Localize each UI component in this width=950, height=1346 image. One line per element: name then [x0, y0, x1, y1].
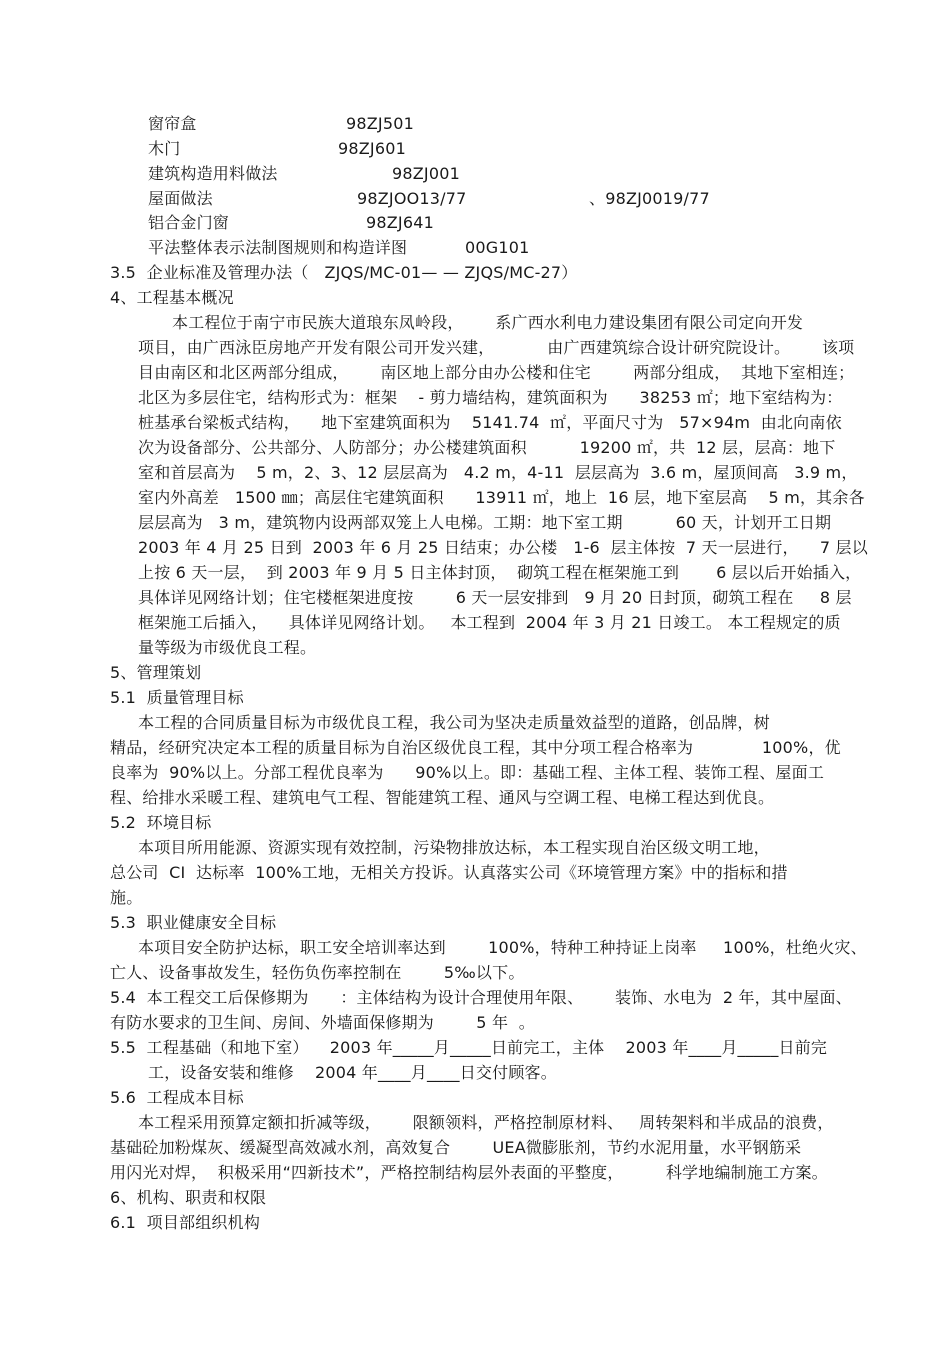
paragraph-line: 本项目所用能源、资源实现有效控制，污染物排放达标，本工程实现自治区级文明工地， — [138, 838, 770, 857]
subsection-heading: 5.4 本工程交工后保修期为 ：主体结构为设计合理使用年限、 装饰、水电为 2 年，其中屋面、 — [110, 988, 852, 1007]
subsection-heading: 5.6 工程成本目标 — [110, 1088, 244, 1107]
paragraph-line: 工，设备安装和维修 2004 年____月____日交付顾客。 — [148, 1063, 557, 1082]
paragraph-line: 施。 — [110, 888, 143, 907]
paragraph-line: 室和首层高为 5 m，2、3、12 层层高为 4.2 m，4-11 层层高为 3.6 m，屋顶间高 3.9 m， — [138, 463, 858, 482]
paragraph-line: 具体详见网络计划；住宅楼框架进度按 6 天一层安排到 9 月 20 日封顶，砌筑工程在 8 层 — [138, 588, 852, 607]
paragraph-line: 总公司 CI 达标率 100%工地，无相关方投诉。认真落实公司《环境管理方案》中的指标和措 — [110, 863, 788, 882]
subsection-heading: 5.3 职业健康安全目标 — [110, 913, 277, 932]
standard-name: 建筑构造用料做法 — [148, 164, 278, 183]
standard-code-extra: 、98ZJ0019/77 — [589, 189, 710, 208]
subsection-heading: 5.1 质量管理目标 — [110, 688, 244, 707]
paragraph-line: 基础砼加粉煤灰、缓凝型高效减水剂，高效复合 UEA微膨胀剂，节约水泥用量，水平钢筋采 — [110, 1138, 802, 1157]
standard-name: 铝合金门窗 — [148, 213, 230, 232]
paragraph-line: 用闪光对焊， 积极采用“四新技术”，严格控制结构层外表面的平整度， 科学地编制施工方案。 — [110, 1163, 828, 1182]
paragraph-line: 亡人、设备事故发生，轻伤负伤率控制在 5‰以下。 — [110, 963, 525, 982]
standard-name: 窗帘盒 — [148, 114, 197, 133]
paragraph-line: 层层高为 3 m，建筑物内设两部双笼上人电梯。工期：地下室工期 60 天，计划开工日期 — [138, 513, 832, 532]
section-heading: 3.5 企业标准及管理办法（ ZJQS/MC-01— — ZJQS/MC-27） — [110, 263, 578, 282]
paragraph-line: 有防水要求的卫生间、房间、外墙面保修期为 5 年 。 — [110, 1013, 535, 1032]
paragraph-line: 良率为 90%以上。分部工程优良率为 90%以上。即：基础工程、主体工程、装饰工程、屋面工 — [110, 763, 825, 782]
standard-name: 木门 — [148, 139, 181, 158]
paragraph-line: 本工程位于南宁市民族大道琅东凤岭段， 系广西水利电力建设集团有限公司定向开发 — [172, 313, 804, 332]
standard-code: 98ZJ501 — [346, 114, 414, 133]
standard-code: 98ZJ601 — [338, 139, 406, 158]
subsection-heading: 5.2 环境目标 — [110, 813, 212, 832]
paragraph-line: 本项目安全防护达标，职工安全培训率达到 100%，特种工种持证上岗率 100%，杜绝火灾、 — [138, 938, 867, 957]
standard-code: 98ZJ641 — [366, 213, 434, 232]
standard-code: 00G101 — [465, 238, 530, 257]
standard-code: 98ZJ001 — [392, 164, 460, 183]
paragraph-line: 次为设备部分、公共部分、人防部分；办公楼建筑面积 19200 ㎡，共 12 层，层高：地下 — [138, 438, 836, 457]
paragraph-line: 量等级为市级优良工程。 — [138, 638, 317, 657]
paragraph-line: 室内外高差 1500 ㎜；高层住宅建筑面积 13911 ㎡，地上 16 层，地下室层高 5 m，其余各 — [138, 488, 865, 507]
paragraph-line: 桩基承台梁板式结构， 地下室建筑面积为 5141.74 ㎡，平面尺寸为 57×94m 由北向南依 — [138, 413, 842, 432]
standard-name: 屋面做法 — [148, 189, 213, 208]
subsection-heading: 5.5 工程基础（和地下室） 2003 年_____月_____日前完工，主体 2003 年____月_____日前完 — [110, 1038, 828, 1057]
paragraph-line: 上按 6 天一层， 到 2003 年 9 月 5 日主体封顶， 砌筑工程在框架施工到 6 层以后开始插入， — [138, 563, 862, 582]
subsection-heading: 6.1 项目部组织机构 — [110, 1213, 261, 1232]
paragraph-line: 本工程采用预算定额扣折减等级， 限额领料，严格控制原材料、 周转架料和半成品的浪费， — [138, 1113, 834, 1132]
section-heading: 4、工程基本概况 — [110, 288, 234, 307]
standard-code: 98ZJOO13/77 — [357, 189, 467, 208]
paragraph-line: 2003 年 4 月 25 日到 2003 年 6 月 25 日结束；办公楼 1-6 层主体按 7 天一层进行， 7 层以 — [138, 538, 868, 557]
paragraph-line: 本工程的合同质量目标为市级优良工程，我公司为坚决走质量效益型的道路，创品牌，树 — [138, 713, 770, 732]
standard-name: 平法整体表示法制图规则和构造详图 — [148, 238, 408, 257]
section-heading: 5、管理策划 — [110, 663, 202, 682]
paragraph-line: 框架施工后插入， 具体详见网络计划。 本工程到 2004 年 3 月 21 日竣工。 本工程规定的质 — [138, 613, 841, 632]
paragraph-line: 程、给排水采暖工程、建筑电气工程、智能建筑工程、通风与空调工程、电梯工程达到优良。 — [110, 788, 775, 807]
paragraph-line: 目由南区和北区两部分组成， 南区地上部分由办公楼和住宅 两部分组成， 其地下室相连； — [138, 363, 855, 382]
paragraph-line: 项目，由广西泳臣房地产开发有限公司开发兴建， 由广西建筑综合设计研究院设计。 该项 — [138, 338, 855, 357]
section-heading: 6、机构、职责和权限 — [110, 1188, 267, 1207]
paragraph-line: 精品，经研究决定本工程的质量目标为自治区级优良工程，其中分项工程合格率为 100%，优 — [110, 738, 841, 757]
paragraph-line: 北区为多层住宅，结构形式为：框架 - 剪力墙结构，建筑面积为 38253 ㎡；地下室结构为： — [138, 388, 843, 407]
